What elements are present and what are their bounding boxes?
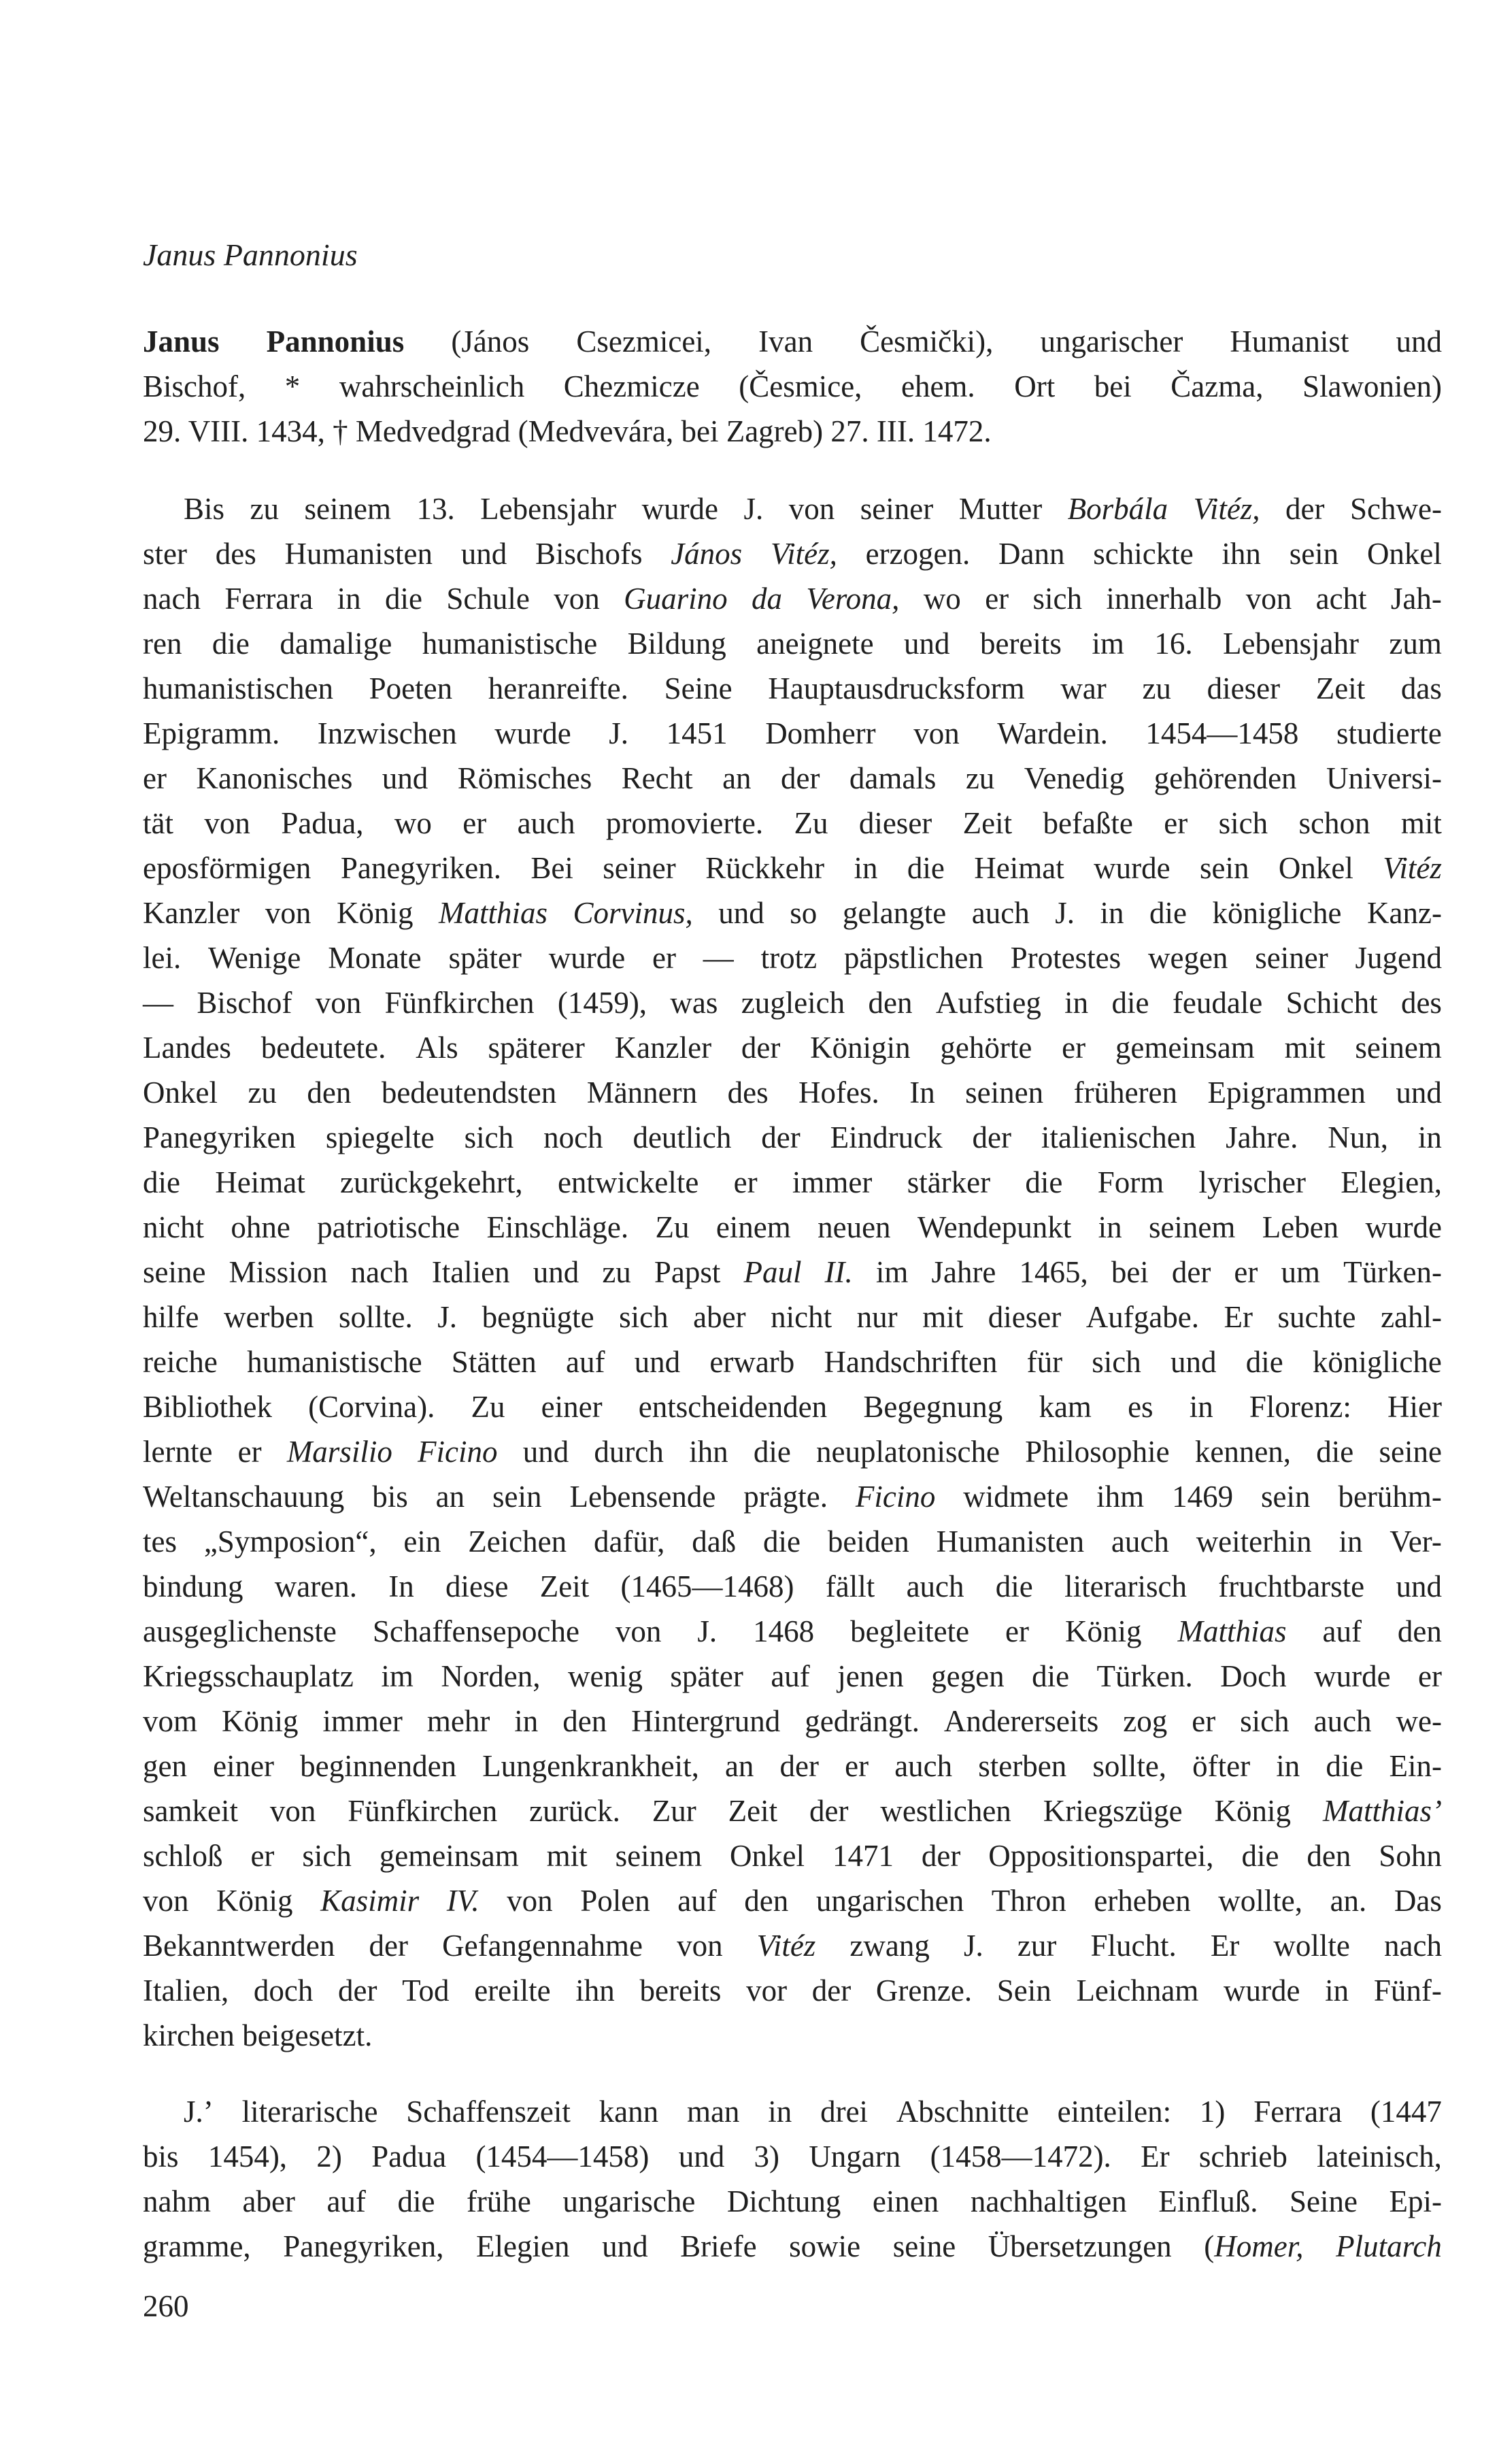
text-line: Kanzler von König Matthias Corvinus, und so gelangte auch J. in die königliche Kanz- xyxy=(143,896,1442,930)
text-line: Bekanntwerden der Gefangennahme von Vitéz zwang J. zur Flucht. Er wollte nach xyxy=(143,1929,1442,1963)
page-number: 260 xyxy=(143,2289,189,2323)
text-line: Janus Pannonius (János Csezmicei, Ivan Česmički), ungarischer Humanist und xyxy=(143,324,1442,359)
text-line: lei. Wenige Monate später wurde er — trotz päpstlichen Protestes wegen seiner Jugend xyxy=(143,941,1442,975)
text-line: vom König immer mehr in den Hintergrund gedrängt. Andererseits zog er sich auch we- xyxy=(143,1704,1442,1738)
text-line: ren die damalige humanistische Bildung aneignete und bereits im 16. Lebensjahr zum xyxy=(143,627,1442,661)
text-line: lernte er Marsilio Ficino und durch ihn die neuplatonische Philosophie kennen, die seine xyxy=(143,1435,1442,1469)
text-line: ster des Humanisten und Bischofs János Vitéz, erzogen. Dann schickte ihn sein Onkel xyxy=(143,537,1442,571)
text-line: hilfe werben sollte. J. begnügte sich aber nicht nur mit dieser Aufgabe. Er suchte zahl- xyxy=(143,1300,1442,1334)
text-line: Onkel zu den bedeutendsten Männern des Hofes. In seinen früheren Epigrammen und xyxy=(143,1076,1442,1110)
text-line: Bis zu seinem 13. Lebensjahr wurde J. von seiner Mutter Borbála Vitéz, der Schwe- xyxy=(184,492,1442,526)
text-line: samkeit von Fünfkirchen zurück. Zur Zeit der westlichen Kriegszüge König Matthias’ xyxy=(143,1794,1442,1828)
text-line: er Kanonisches und Römisches Recht an der damals zu Venedig gehörenden Universi- xyxy=(143,761,1442,795)
text-line: tes „Symposion“, ein Zeichen dafür, daß die beiden Humanisten auch weiterhin in Ver- xyxy=(143,1525,1442,1559)
text-line: von König Kasimir IV. von Polen auf den ungarischen Thron erheben wollte, an. Das xyxy=(143,1884,1442,1918)
text-line: Landes bedeutete. Als späterer Kanzler der Königin gehörte er gemeinsam mit seinem xyxy=(143,1031,1442,1065)
text-line: reiche humanistische Stätten auf und erwarb Handschriften für sich und die königliche xyxy=(143,1345,1442,1379)
text-line: nicht ohne patriotische Einschläge. Zu einem neuen Wendepunkt in seinem Leben wurde xyxy=(143,1210,1442,1244)
text-line: seine Mission nach Italien und zu Papst Paul II. im Jahre 1465, bei der er um Türken- xyxy=(143,1255,1442,1289)
text-line: 29. VIII. 1434, † Medvedgrad (Medvevára, bei Zagreb) 27. III. 1472. xyxy=(143,414,992,448)
running-head: Janus Pannonius xyxy=(143,237,358,272)
text-line: bis 1454), 2) Padua (1454—1458) und 3) Ungarn (1458—1472). Er schrieb lateinisch, xyxy=(143,2140,1442,2174)
text-line: Panegyriken spiegelte sich noch deutlich der Eindruck der italienischen Jahre. Nun, in xyxy=(143,1120,1442,1154)
text-line: tät von Padua, wo er auch promovierte. Zu dieser Zeit befaßte er sich schon mit xyxy=(143,806,1442,840)
text-line: gramme, Panegyriken, Elegien und Briefe sowie seine Übersetzungen (Homer, Plutarch xyxy=(143,2229,1442,2263)
text-line: Bischof, * wahrscheinlich Chezmicze (Česmice, ehem. Ort bei Čazma, Slawonien) xyxy=(143,369,1442,403)
text-line: J.’ literarische Schaffenszeit kann man in drei Abschnitte einteilen: 1) Ferrara (1447 xyxy=(184,2095,1442,2129)
text-line: Kriegsschauplatz im Norden, wenig später auf jenen gegen die Türken. Doch wurde er xyxy=(143,1659,1442,1693)
text-line: ausgeglichenste Schaffensepoche von J. 1468 begleitete er König Matthias auf den xyxy=(143,1614,1442,1648)
text-line: Italien, doch der Tod ereilte ihn bereits vor der Grenze. Sein Leichnam wurde in Fünf- xyxy=(143,1974,1442,2008)
text-line: — Bischof von Fünfkirchen (1459), was zugleich den Aufstieg in die feudale Schicht des xyxy=(143,986,1442,1020)
text-line: Weltanschauung bis an sein Lebensende prägte. Ficino widmete ihm 1469 sein berühm- xyxy=(143,1480,1442,1514)
text-line: schloß er sich gemeinsam mit seinem Onkel 1471 der Oppositionspartei, die den Sohn xyxy=(143,1839,1442,1873)
text-line: kirchen beigesetzt. xyxy=(143,2018,373,2052)
text-line: bindung waren. In diese Zeit (1465—1468) fällt auch die literarisch fruchtbarste und xyxy=(143,1569,1442,1603)
text-line: eposförmigen Panegyriken. Bei seiner Rückkehr in die Heimat wurde sein Onkel Vitéz xyxy=(143,851,1442,885)
text-line: Epigramm. Inzwischen wurde J. 1451 Domherr von Wardein. 1454—1458 studierte xyxy=(143,716,1442,750)
text-line: Bibliothek (Corvina). Zu einer entscheidenden Begegnung kam es in Florenz: Hier xyxy=(143,1390,1442,1424)
text-line: nach Ferrara in die Schule von Guarino da Verona, wo er sich innerhalb von acht Jah- xyxy=(143,582,1442,616)
text-line: humanistischen Poeten heranreifte. Seine Hauptausdrucksform war zu dieser Zeit das xyxy=(143,671,1442,705)
text-line: die Heimat zurückgekehrt, entwickelte er immer stärker die Form lyrischer Elegien, xyxy=(143,1165,1442,1199)
text-line: nahm aber auf die frühe ungarische Dichtung einen nachhaltigen Einfluß. Seine Epi- xyxy=(143,2184,1442,2218)
book-page xyxy=(143,0,1442,2464)
text-line: gen einer beginnenden Lungenkrankheit, an der er auch sterben sollte, öfter in die Ein- xyxy=(143,1749,1442,1783)
